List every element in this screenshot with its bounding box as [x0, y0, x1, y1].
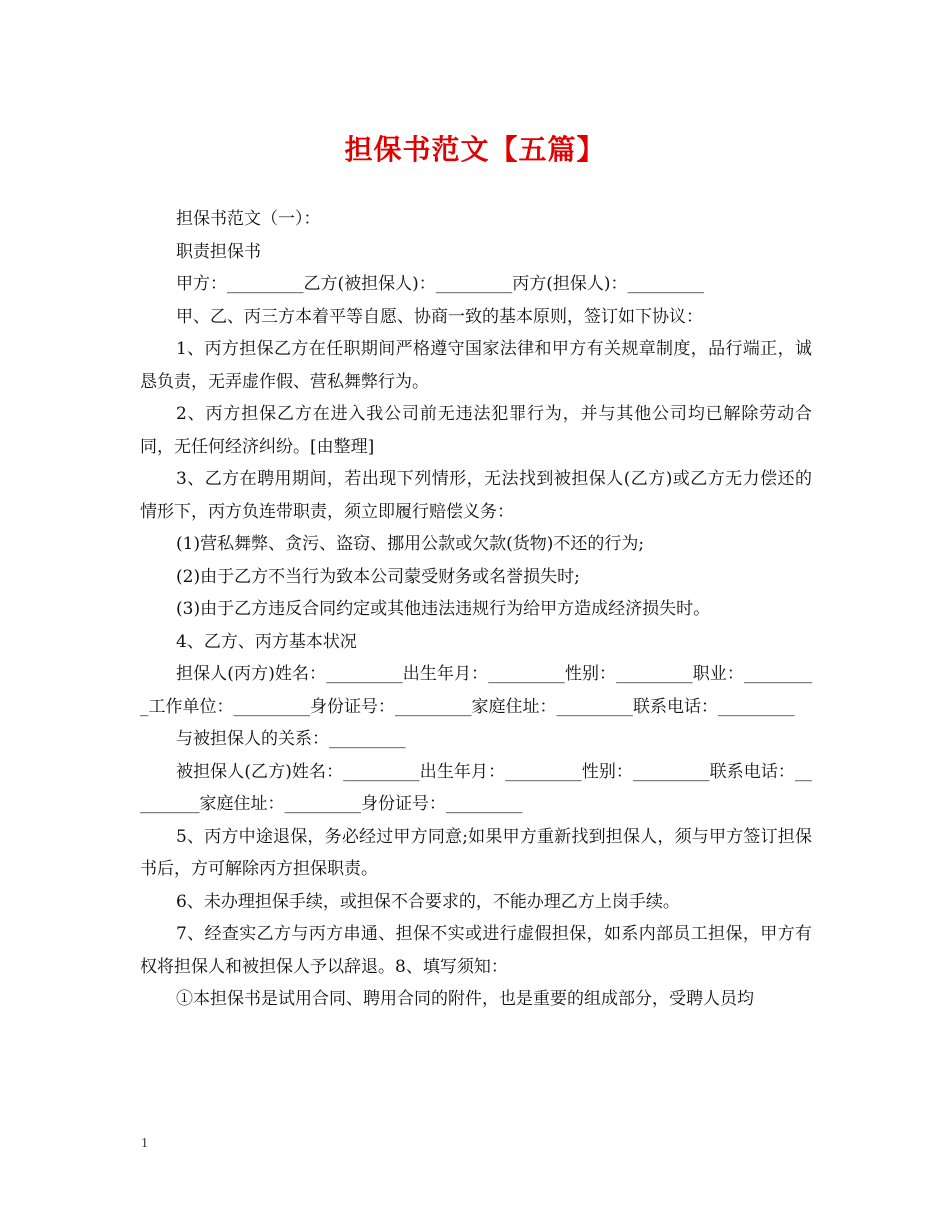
paragraph: 3、乙方在聘用期间，若出现下列情形，无法找到被担保人(乙方)或乙方无力偿还的情形下，丙方负连带职责，须立即履行赔偿义务： — [140, 469, 812, 522]
paragraph: 甲、乙、丙三方本着平等自愿、协商一致的基本原则，签订如下协议： — [176, 306, 703, 327]
paragraph: 4、乙方、丙方基本状况 — [176, 631, 357, 652]
paragraph: 2、丙方担保乙方在进入我公司前无违法犯罪行为，并与其他公司均已解除劳动合同，无任何经济纠纷。[由整理] — [140, 404, 812, 457]
paragraph: 被担保人(乙方)姓名：_________出生年月：_________性别：_________联系电话：_________家庭住址：_________身份证号：_________ — [140, 761, 812, 814]
paragraph: 担保人(丙方)姓名：_________出生年月：_________性别：_________职业：_________工作单位：_________身份证号：_________家庭住址：_________联系电话：_________ — [140, 664, 812, 717]
paragraph: 担保书范文（一）： — [176, 209, 321, 229]
paragraph: 5、丙方中途退保，务必经过甲方同意;如果甲方重新找到担保人，须与甲方签订担保书后，方可解除丙方担保职责。 — [140, 826, 812, 879]
paragraph: 甲方：_________乙方(被担保人)：_________丙方(担保人)：_________ — [176, 274, 705, 294]
page-number: 1 — [141, 1136, 148, 1151]
paragraph: 1、丙方担保乙方在任职期间严格遵守国家法律和甲方有关规章制度，品行端正，诚恳负责，无弄虚作假、营私舞弊行为。 — [140, 339, 812, 392]
paragraph: 职责担保书 — [176, 241, 261, 262]
paragraph: 6、未办理担保手续，或担保不合要求的，不能办理乙方上岗手续。 — [176, 891, 680, 912]
paragraph: 与被担保人的关系：_________ — [176, 729, 406, 749]
paragraph: 7、经查实乙方与丙方串通、担保不实或进行虚假担保，如系内部员工担保，甲方有权将担保人和被担保人予以辞退。8、填写须知： — [140, 924, 812, 977]
paragraph: (2)由于乙方不当行为致本公司蒙受财务或名誉损失时; — [176, 566, 580, 587]
paragraph: (1)营私舞弊、贪污、盗窃、挪用公款或欠款(货物)不还的行为; — [176, 534, 645, 554]
paragraph: (3)由于乙方违反合同约定或其他违法违规行为给甲方造成经济损失时。 — [176, 599, 711, 619]
paragraph: ①本担保书是试用合同、聘用合同的附件，也是重要的组成部分，受聘人员均 — [176, 989, 754, 1009]
document-title: 担保书范文【五篇】 — [344, 133, 606, 166]
document-body — [140, 203, 812, 1016]
